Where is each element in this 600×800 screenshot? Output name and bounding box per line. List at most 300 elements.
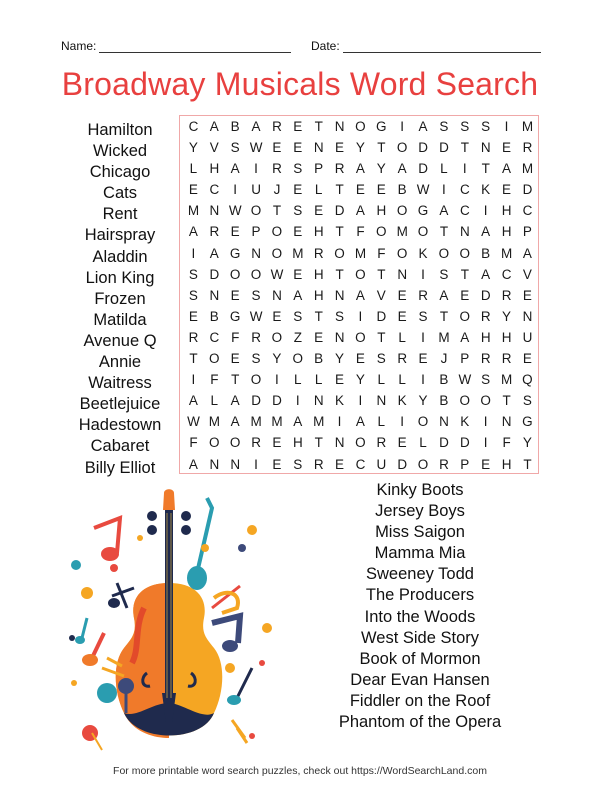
grid-cell[interactable]: T (460, 140, 469, 156)
grid-cell[interactable]: W (249, 140, 263, 156)
grid-cell[interactable]: O (396, 203, 408, 219)
grid-cell[interactable]: O (459, 308, 471, 324)
grid-cell[interactable]: H (501, 224, 512, 240)
grid-cell[interactable]: L (377, 414, 386, 430)
grid-cell[interactable]: V (522, 266, 532, 282)
grid-cell[interactable]: O (459, 393, 471, 409)
grid-cell[interactable]: E (188, 308, 198, 324)
grid-cell[interactable]: T (439, 224, 449, 240)
grid-cell[interactable]: R (376, 435, 387, 451)
grid-cell[interactable]: O (271, 224, 283, 240)
grid-cell[interactable]: U (251, 182, 261, 198)
grid-cell[interactable]: O (438, 245, 450, 261)
grid-cell[interactable]: C (459, 203, 470, 219)
grid-cell[interactable]: I (254, 161, 258, 177)
grid-cell[interactable]: B (314, 351, 324, 367)
grid-cell[interactable]: K (418, 245, 428, 261)
grid-cell[interactable]: T (377, 266, 386, 282)
date-line[interactable] (343, 41, 541, 53)
grid-cell[interactable]: F (356, 224, 365, 240)
grid-cell[interactable]: I (358, 308, 363, 324)
grid-cell[interactable]: O (355, 435, 366, 451)
grid-cell[interactable]: M (292, 245, 304, 261)
grid-cell[interactable]: E (502, 140, 512, 156)
grid-cell[interactable]: W (416, 182, 430, 198)
grid-cell[interactable]: I (421, 372, 425, 388)
grid-cell[interactable]: R (272, 119, 282, 134)
grid-cell[interactable]: L (294, 372, 302, 388)
grid-cell[interactable]: I (233, 182, 238, 198)
grid-cell[interactable]: I (400, 414, 405, 430)
grid-cell[interactable]: T (314, 308, 323, 324)
grid-cell[interactable]: I (254, 456, 258, 472)
grid-cell[interactable]: A (522, 245, 532, 261)
grid-cell[interactable]: T (314, 119, 323, 134)
grid-cell[interactable]: G (229, 308, 241, 324)
grid-cell[interactable]: Y (355, 140, 365, 156)
grid-cell[interactable]: O (250, 203, 262, 219)
grid-row (180, 454, 538, 475)
grid-cell[interactable]: N (313, 393, 324, 409)
grid-cell[interactable]: N (209, 203, 220, 219)
grid-cell[interactable]: A (481, 266, 491, 282)
grid-cell[interactable]: A (397, 161, 407, 177)
grid-cell[interactable]: E (230, 224, 240, 240)
grid-cell[interactable]: W (458, 372, 472, 388)
grid-cell[interactable]: O (417, 456, 429, 472)
grid-cell[interactable]: H (209, 161, 220, 177)
grid-cell[interactable]: N (230, 456, 241, 472)
grid-cell[interactable]: O (292, 351, 304, 367)
grid-cell[interactable]: K (397, 393, 407, 409)
grid-cell[interactable]: A (209, 245, 219, 261)
grid-cell[interactable]: E (335, 140, 345, 156)
grid-cell[interactable]: L (314, 372, 323, 388)
grid-cell[interactable]: A (230, 161, 240, 177)
grid-cell[interactable]: E (293, 140, 303, 156)
grid-cell[interactable]: A (293, 414, 303, 430)
grid-cell[interactable]: S (251, 287, 261, 303)
grid-cell[interactable]: T (439, 308, 449, 324)
grid-cell[interactable]: F (377, 245, 386, 261)
grid-cell[interactable]: M (313, 414, 325, 430)
grid-cell[interactable]: A (418, 119, 428, 134)
grid-cell[interactable]: A (251, 119, 261, 134)
grid-cell[interactable]: B (439, 393, 449, 409)
grid-cell[interactable]: S (439, 119, 449, 134)
grid-cell[interactable]: D (418, 140, 428, 156)
grid-cell[interactable]: R (480, 308, 491, 324)
grid-cell[interactable]: L (440, 161, 448, 177)
grid-cell[interactable]: W (228, 203, 242, 219)
grid-cell[interactable]: M (187, 203, 200, 219)
grid-cell[interactable]: A (355, 203, 365, 219)
grid-cell[interactable]: S (293, 308, 303, 324)
grid-cell[interactable]: D (418, 161, 428, 177)
grid-cell[interactable]: H (376, 203, 387, 219)
grid-cell[interactable]: B (209, 308, 219, 324)
grid-cell[interactable]: J (273, 182, 281, 198)
grid-cell[interactable]: E (314, 203, 324, 219)
grid-cell[interactable]: R (480, 351, 491, 367)
grid-cell[interactable]: M (521, 119, 534, 134)
grid-cell[interactable]: E (355, 351, 365, 367)
grid-cell[interactable]: I (442, 182, 446, 198)
grid-cell[interactable]: D (272, 393, 282, 409)
grid-cell[interactable]: C (501, 266, 512, 282)
grid-cell[interactable]: H (313, 287, 324, 303)
grid-cell[interactable]: D (459, 435, 470, 451)
grid-cell[interactable]: N (334, 329, 345, 345)
grid-cell[interactable]: M (521, 161, 534, 177)
grid-cell[interactable]: A (209, 119, 219, 134)
grid-cell[interactable]: K (335, 393, 345, 409)
grid-cell[interactable]: F (210, 372, 219, 388)
grid-cell[interactable]: I (421, 329, 425, 345)
grid-cell[interactable]: E (230, 351, 240, 367)
grid-cell[interactable]: L (398, 372, 406, 388)
grid-cell[interactable]: O (355, 266, 366, 282)
grid-cell[interactable]: I (462, 161, 467, 177)
grid-cell[interactable]: N (439, 414, 449, 430)
grid-cell[interactable]: I (275, 372, 279, 388)
grid-cell[interactable]: I (191, 245, 196, 261)
grid-cell[interactable]: N (459, 224, 470, 240)
grid-cell[interactable]: H (480, 329, 491, 345)
grid-cell[interactable]: E (502, 182, 512, 198)
grid-cell[interactable]: E (314, 329, 324, 345)
grid-cell[interactable]: Y (418, 393, 428, 409)
grid-cell[interactable]: P (314, 161, 324, 177)
grid-cell[interactable]: B (439, 372, 449, 388)
grid-cell[interactable]: F (189, 435, 198, 451)
grid-cell[interactable]: S (188, 287, 198, 303)
grid-cell[interactable]: N (251, 245, 261, 261)
grid-cell[interactable]: A (188, 224, 198, 240)
grid-cell[interactable]: I (191, 372, 196, 388)
grid-cell[interactable]: N (397, 266, 408, 282)
grid-cell[interactable]: F (502, 435, 511, 451)
grid-cell[interactable]: Y (335, 351, 345, 367)
grid-cell[interactable]: T (377, 329, 386, 345)
grid-cell[interactable]: O (271, 329, 283, 345)
grid-cell[interactable]: E (397, 308, 407, 324)
grid-cell[interactable]: P (460, 351, 470, 367)
grid-cell[interactable]: T (272, 203, 282, 219)
grid-cell[interactable]: T (523, 456, 532, 472)
grid-cell[interactable]: M (271, 414, 283, 430)
grid-cell[interactable]: N (334, 435, 345, 451)
grid-cell[interactable]: I (504, 119, 509, 134)
grid-cell[interactable]: A (188, 456, 198, 472)
grid-cell[interactable]: C (522, 203, 533, 219)
grid-cell[interactable]: U (522, 329, 533, 345)
grid-cell[interactable]: Y (502, 308, 512, 324)
grid-cell[interactable]: M (208, 414, 220, 430)
grid-cell[interactable]: R (418, 287, 428, 303)
grid-cell[interactable]: D (480, 287, 491, 303)
grid-row (180, 179, 538, 200)
grid-cell[interactable]: N (313, 140, 324, 156)
grid-cell[interactable]: O (229, 435, 241, 451)
grid-cell[interactable]: E (481, 456, 491, 472)
grid-cell[interactable]: W (249, 308, 263, 324)
grid-cell[interactable]: G (417, 203, 429, 219)
grid-cell[interactable]: A (439, 287, 449, 303)
grid-cell[interactable]: N (480, 140, 491, 156)
grid-cell[interactable]: O (396, 140, 408, 156)
grid-cell[interactable]: O (355, 329, 366, 345)
grid-cell[interactable]: R (313, 456, 324, 472)
grid-cell[interactable]: E (293, 266, 303, 282)
grid-cell[interactable]: O (229, 266, 241, 282)
grid-cell[interactable]: T (231, 372, 240, 388)
grid-cell[interactable]: R (209, 224, 220, 240)
grid-cell[interactable]: U (376, 456, 387, 472)
grid-cell[interactable]: C (188, 119, 199, 134)
grid-cell[interactable]: A (502, 161, 512, 177)
grid-cell[interactable]: N (334, 287, 345, 303)
grid-cell[interactable]: A (355, 161, 365, 177)
grid-cell[interactable]: S (335, 308, 345, 324)
word-list-item: Chicago (89, 163, 151, 182)
grid-cell[interactable]: I (400, 119, 405, 134)
grid-cell[interactable]: Z (293, 329, 302, 345)
grid-cell[interactable]: H (313, 266, 324, 282)
grid-cell[interactable]: M (500, 372, 513, 388)
grid-cell[interactable]: I (483, 414, 488, 430)
grid-cell[interactable]: A (188, 393, 198, 409)
violin-illustration (62, 488, 277, 753)
grid-cell[interactable]: G (522, 414, 533, 430)
grid-cell[interactable]: E (272, 456, 282, 472)
name-line[interactable] (99, 41, 291, 53)
grid-cell[interactable]: H (501, 203, 512, 219)
grid-cell[interactable]: A (230, 414, 240, 430)
grid-cell[interactable]: E (460, 287, 470, 303)
grid-cell[interactable]: N (501, 414, 512, 430)
grid-cell[interactable]: H (292, 435, 303, 451)
grid-cell[interactable]: A (293, 287, 303, 303)
grid-cell[interactable]: O (250, 372, 262, 388)
grid-cell[interactable]: T (189, 351, 198, 367)
grid-cell[interactable]: A (230, 393, 240, 409)
grid-cell[interactable]: O (417, 414, 429, 430)
grid-cell[interactable]: T (460, 266, 469, 282)
grid-cell[interactable]: O (396, 245, 408, 261)
grid-cell[interactable]: E (188, 182, 198, 198)
grid-cell[interactable]: D (439, 435, 449, 451)
grid-cell[interactable]: E (272, 435, 282, 451)
grid-cell[interactable]: A (460, 329, 470, 345)
grid-cell[interactable]: R (251, 435, 261, 451)
grid-cell[interactable]: N (334, 119, 345, 134)
grid-cell[interactable]: Y (522, 435, 532, 451)
grid-cell[interactable]: T (314, 435, 323, 451)
grid-cell[interactable]: T (335, 266, 344, 282)
grid-cell[interactable]: F (231, 329, 240, 345)
grid-cell[interactable]: E (522, 351, 532, 367)
grid-cell[interactable]: G (376, 119, 387, 134)
grid-cell[interactable]: S (481, 119, 491, 134)
letter-grid[interactable] (179, 115, 539, 474)
grid-cell[interactable]: H (501, 456, 512, 472)
grid-cell[interactable]: A (439, 203, 449, 219)
grid-cell[interactable]: S (376, 351, 386, 367)
grid-cell[interactable]: I (483, 203, 488, 219)
grid-cell[interactable]: O (459, 245, 471, 261)
grid-cell[interactable]: S (188, 266, 198, 282)
grid-cell[interactable]: E (293, 119, 303, 134)
grid-cell[interactable]: G (229, 245, 241, 261)
grid-cell[interactable]: Y (188, 140, 198, 156)
grid-cell[interactable]: E (293, 182, 303, 198)
grid-cell[interactable]: E (376, 182, 386, 198)
grid-cell[interactable]: I (358, 393, 363, 409)
grid-cell[interactable]: T (377, 140, 386, 156)
grid-cell[interactable]: E (355, 182, 365, 198)
grid-cell[interactable]: O (334, 245, 345, 261)
grid-cell[interactable]: L (419, 435, 427, 451)
grid-cell[interactable]: D (334, 203, 345, 219)
grid-cell[interactable]: R (188, 329, 199, 345)
grid-cell[interactable]: S (460, 119, 470, 134)
grid-cell[interactable]: P (522, 224, 532, 240)
grid-cell[interactable]: J (440, 351, 448, 367)
grid-cell[interactable]: R (522, 140, 533, 156)
grid-cell[interactable]: N (272, 287, 282, 303)
grid-cell[interactable]: Y (376, 161, 386, 177)
grid-cell[interactable]: T (335, 182, 344, 198)
grid-cell[interactable]: S (418, 308, 428, 324)
grid-cell[interactable]: O (271, 245, 283, 261)
grid-cell[interactable]: S (251, 351, 261, 367)
grid-cell[interactable]: O (355, 119, 366, 134)
grid-cell[interactable]: I (337, 414, 342, 430)
grid-cell[interactable]: S (293, 161, 303, 177)
grid-cell[interactable]: I (295, 393, 300, 409)
grid-cell[interactable]: N (522, 308, 533, 324)
grid-cell[interactable]: S (293, 203, 303, 219)
grid-cell[interactable]: P (460, 456, 470, 472)
name-field[interactable] (61, 39, 291, 53)
grid-cell[interactable]: S (439, 266, 449, 282)
grid-cell[interactable]: O (417, 224, 429, 240)
grid-cell[interactable]: S (293, 456, 303, 472)
grid-cell[interactable]: C (209, 329, 220, 345)
word-list-left (60, 120, 180, 479)
grid-cell[interactable]: L (189, 161, 198, 177)
grid-cell[interactable]: A (355, 287, 365, 303)
grid-cell[interactable]: L (314, 182, 323, 198)
grid-cell[interactable]: C (355, 456, 366, 472)
grid-cell[interactable]: E (522, 287, 532, 303)
word-list-item: Billy Elliot (84, 458, 156, 477)
grid-cell[interactable]: E (230, 287, 240, 303)
grid-cell[interactable]: E (272, 140, 282, 156)
grid-cell[interactable]: T (335, 224, 344, 240)
grid-cell[interactable]: R (272, 161, 282, 177)
grid-cell[interactable]: M (250, 414, 262, 430)
grid-cell[interactable]: L (210, 393, 219, 409)
grid-cell[interactable]: O (250, 266, 262, 282)
grid-cell[interactable]: R (501, 351, 512, 367)
grid-cell[interactable]: D (376, 308, 387, 324)
grid-cell[interactable]: M (354, 245, 367, 261)
grid-cell[interactable]: E (272, 308, 282, 324)
grid-cell[interactable]: I (483, 435, 488, 451)
grid-cell[interactable]: A (481, 224, 491, 240)
grid-cell[interactable]: D (522, 182, 533, 198)
grid-cell[interactable]: R (334, 161, 345, 177)
grid-cell[interactable]: H (501, 329, 512, 345)
grid-cell[interactable]: K (460, 414, 470, 430)
grid-cell[interactable]: M (500, 245, 513, 261)
date-field[interactable] (311, 39, 541, 53)
grid-cell[interactable]: E (418, 351, 428, 367)
grid-cell[interactable]: E (335, 372, 345, 388)
grid-cell[interactable]: H (313, 224, 324, 240)
grid-cell[interactable]: O (209, 435, 220, 451)
grid-cell[interactable]: W (187, 414, 200, 430)
grid-cell[interactable]: S (522, 393, 532, 409)
grid-cell[interactable]: R (251, 329, 261, 345)
grid-cell[interactable]: K (481, 182, 491, 198)
grid-cell[interactable]: T (481, 161, 490, 177)
grid-cell[interactable]: R (397, 351, 408, 367)
grid-cell[interactable]: E (335, 456, 345, 472)
grid-cell[interactable]: B (397, 182, 407, 198)
grid-cell[interactable]: P (251, 224, 261, 240)
grid-cell[interactable]: R (439, 456, 449, 472)
grid-cell[interactable]: L (398, 329, 406, 345)
grid-cell[interactable]: D (439, 140, 449, 156)
grid-cell[interactable]: A (355, 414, 365, 430)
grid-cell[interactable]: V (376, 287, 386, 303)
grid-cell[interactable]: D (209, 266, 220, 282)
grid-cell[interactable]: N (209, 287, 220, 303)
grid-cell[interactable]: S (481, 372, 491, 388)
grid-cell[interactable]: C (209, 182, 220, 198)
grid-cell[interactable]: M (396, 224, 408, 240)
grid-cell[interactable]: D (251, 393, 261, 409)
grid-cell[interactable]: E (397, 287, 407, 303)
grid-cell[interactable]: Y (355, 372, 365, 388)
grid-cell[interactable]: E (293, 224, 303, 240)
grid-cell[interactable]: C (459, 182, 470, 198)
grid-cell[interactable]: B (481, 245, 491, 261)
grid-cell[interactable]: L (377, 372, 386, 388)
grid-cell[interactable]: M (438, 329, 450, 345)
grid-cell[interactable]: B (230, 119, 240, 134)
grid-cell[interactable]: S (230, 140, 240, 156)
grid-cell[interactable]: N (376, 393, 387, 409)
grid-cell[interactable]: W (270, 266, 284, 282)
grid-cell[interactable]: O (376, 224, 387, 240)
grid-cell[interactable]: O (480, 393, 491, 409)
grid-cell[interactable]: R (313, 245, 324, 261)
grid-cell[interactable]: O (209, 351, 220, 367)
grid-cell[interactable]: D (397, 456, 408, 472)
grid-cell[interactable]: V (209, 140, 219, 156)
grid-cell[interactable]: I (421, 266, 425, 282)
grid-cell[interactable]: Y (272, 351, 282, 367)
grid-cell[interactable]: N (209, 456, 220, 472)
grid-cell[interactable]: Q (522, 372, 533, 388)
grid-cell[interactable]: E (397, 435, 407, 451)
grid-cell[interactable]: T (502, 393, 511, 409)
grid-cell[interactable]: R (501, 287, 512, 303)
